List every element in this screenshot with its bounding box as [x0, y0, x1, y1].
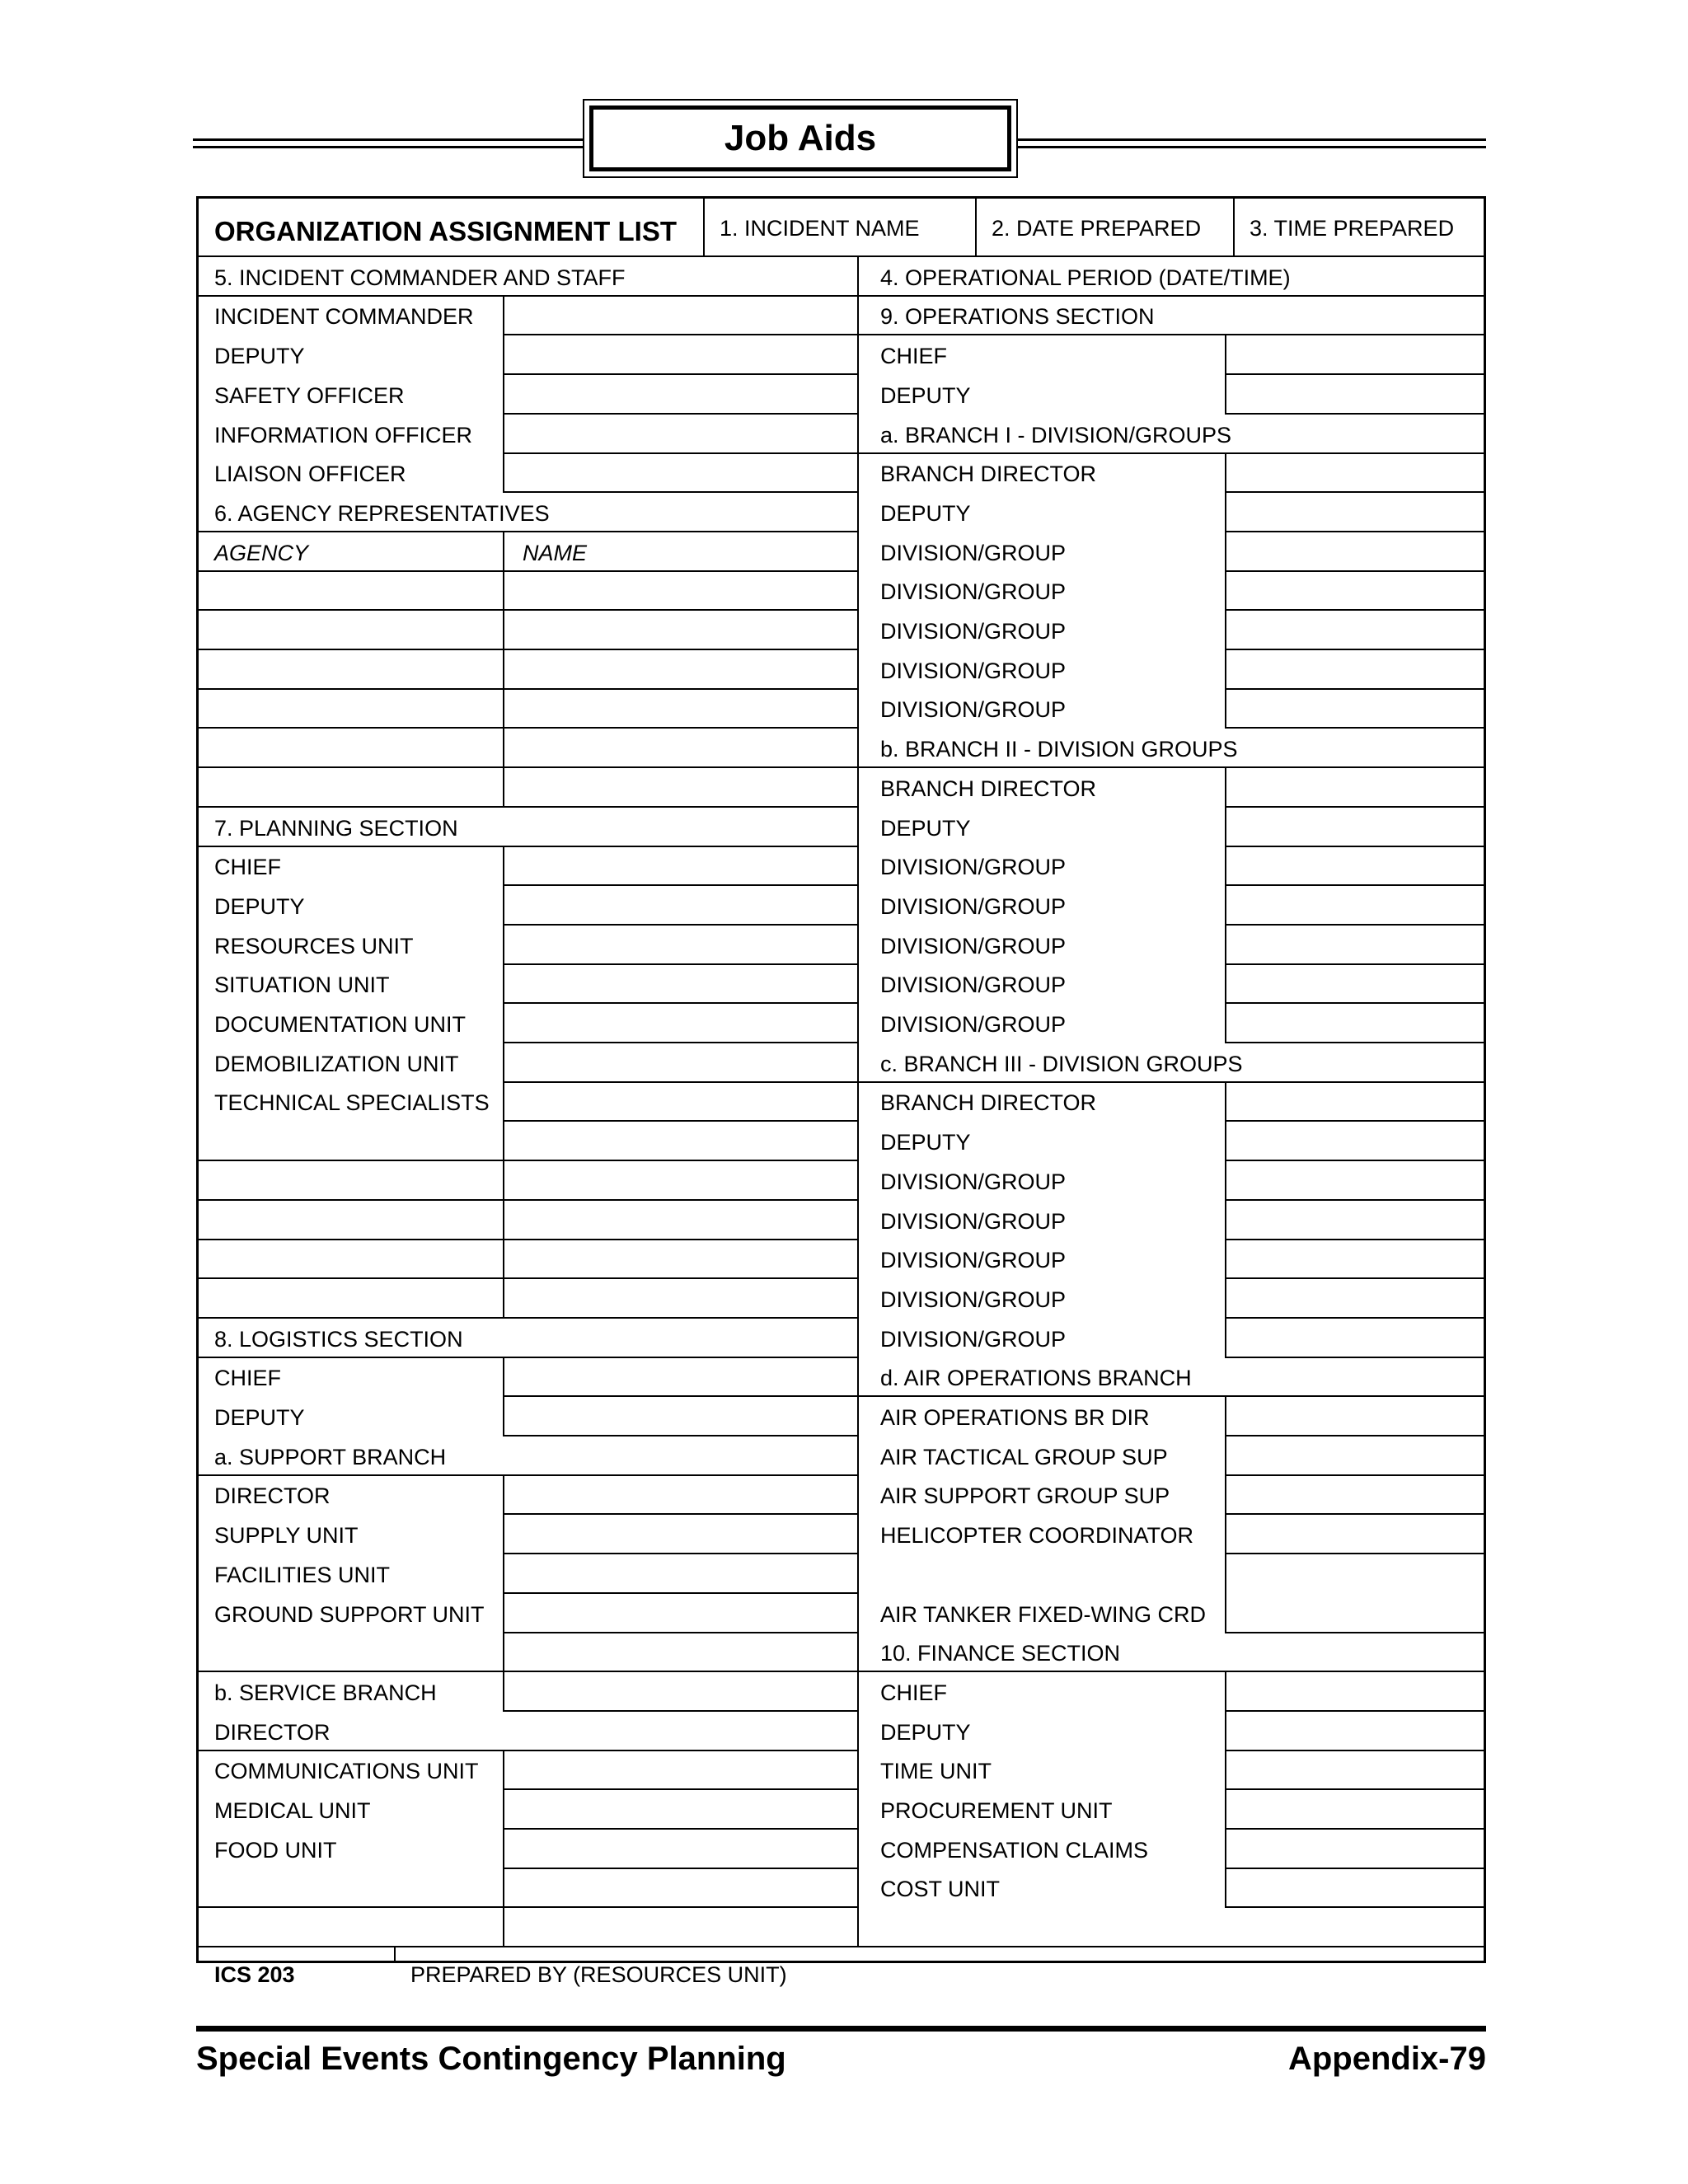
assignment-field[interactable] [1228, 1675, 1483, 1707]
value-line [503, 1042, 857, 1043]
left-value-divider [503, 1474, 504, 1710]
row-label: DEPUTY [880, 816, 971, 841]
blank-row-line [196, 688, 857, 690]
assignment-field[interactable] [506, 299, 854, 330]
row-label: DIVISION/GROUP [880, 579, 1067, 604]
assignment-field[interactable] [506, 1793, 854, 1825]
value-line [1225, 1239, 1486, 1240]
assignment-field[interactable] [506, 654, 854, 685]
assignment-field[interactable] [1228, 1322, 1483, 1353]
row-label: AIR TANKER FIXED-WING CRD [880, 1602, 1207, 1627]
value-line [503, 1081, 857, 1083]
assignment-field[interactable] [1228, 1479, 1483, 1510]
section-label: 9. OPERATIONS SECTION [880, 304, 1155, 329]
row-label: AIR TACTICAL GROUP SUP [880, 1445, 1168, 1469]
header-rule-left [193, 138, 584, 148]
footer-rule [196, 2026, 1486, 2032]
value-line [1225, 531, 1486, 532]
assignment-field[interactable] [506, 1125, 854, 1156]
section-label: 6. AGENCY REPRESENTATIVES [214, 501, 550, 526]
section-underline [196, 846, 857, 847]
assignment-field[interactable] [506, 418, 854, 449]
value-line [1225, 846, 1486, 847]
section-label: 5. INCIDENT COMMANDER AND STAFF [214, 265, 626, 290]
row-label: CHIEF [214, 1366, 281, 1390]
prepared-by-label: PREPARED BY (RESOURCES UNIT) [410, 1962, 787, 1987]
assignment-field[interactable] [1228, 457, 1483, 488]
assignment-field[interactable] [1228, 339, 1483, 370]
value-line [1225, 1710, 1486, 1712]
row-label: BRANCH DIRECTOR [880, 1090, 1097, 1115]
page-title-box [583, 99, 1018, 178]
right-value-divider [1225, 334, 1226, 413]
assignment-field[interactable] [1228, 1204, 1483, 1235]
value-line [1225, 1906, 1486, 1908]
value-line [1225, 1474, 1486, 1476]
assignment-field[interactable] [1228, 1597, 1483, 1629]
section-label: 7. PLANNING SECTION [214, 816, 458, 841]
page-title: Job Aids [589, 105, 1011, 171]
blank-row-line [196, 1906, 857, 1908]
assignment-field[interactable] [506, 1361, 854, 1392]
left-value-divider [503, 295, 504, 491]
value-line [1225, 727, 1486, 729]
assignment-field[interactable] [506, 1636, 854, 1667]
value-line [1225, 1002, 1486, 1004]
assignment-field[interactable] [506, 1282, 854, 1314]
assignment-field[interactable] [506, 614, 854, 645]
section-underline [857, 766, 1486, 768]
row-label: DEPUTY [214, 344, 305, 368]
left-value-divider [503, 1357, 504, 1435]
section-underline [857, 334, 1486, 335]
row-label: SITUATION UNIT [214, 972, 390, 997]
value-line [503, 491, 857, 493]
value-line [1225, 1868, 1486, 1869]
form-footer-divider [394, 1946, 396, 1963]
assignment-field[interactable] [506, 732, 854, 763]
row-label: BRANCH DIRECTOR [880, 776, 1097, 801]
assignment-field[interactable] [506, 929, 854, 960]
value-line [503, 1395, 857, 1397]
right-value-divider [1225, 1395, 1226, 1632]
value-line [503, 1632, 857, 1633]
value-line [1225, 688, 1486, 690]
assignment-field[interactable] [1228, 968, 1483, 999]
assignment-field[interactable] [506, 1204, 854, 1235]
assignment-field[interactable] [506, 968, 854, 999]
assignment-field[interactable] [506, 1085, 854, 1117]
section-underline [196, 1357, 857, 1358]
row-label: TIME UNIT [880, 1759, 992, 1783]
row-label: DEPUTY [880, 501, 971, 526]
section-underline [196, 1474, 857, 1476]
value-line [1225, 1788, 1486, 1790]
assignment-field[interactable] [506, 1833, 854, 1864]
blank-row-line [196, 1671, 857, 1672]
value-line [503, 1120, 857, 1122]
value-line [1225, 963, 1486, 965]
header-bottom-line [196, 255, 1486, 257]
assignment-field[interactable] [1228, 1440, 1483, 1471]
section-underline [857, 1671, 1486, 1672]
value-line [1225, 1513, 1486, 1515]
right-value-divider [1225, 1081, 1226, 1357]
form-id: ICS 203 [214, 1962, 295, 1987]
value-line [503, 452, 857, 454]
row-label: INFORMATION OFFICER [214, 423, 472, 448]
row-label: GROUND SUPPORT UNIT [214, 1602, 485, 1627]
value-line [1225, 1277, 1486, 1279]
row-label: DIVISION/GROUP [880, 1012, 1067, 1037]
value-line [503, 963, 857, 965]
row-label: DEMOBILIZATION UNIT [214, 1052, 459, 1076]
row-label: COMMUNICATIONS UNIT [214, 1759, 479, 1783]
assignment-field[interactable] [506, 889, 854, 921]
value-line [1225, 1042, 1486, 1043]
value-line [1225, 806, 1486, 808]
row-label: AIR OPERATIONS BR DIR [880, 1405, 1150, 1430]
row-label: DIVISION/GROUP [880, 1327, 1067, 1352]
blank-row-line [196, 1199, 857, 1201]
assignment-field[interactable] [506, 378, 854, 410]
section-label: d. AIR OPERATIONS BRANCH [880, 1366, 1192, 1390]
left-value-divider [503, 846, 504, 1317]
row-label: BRANCH DIRECTOR [880, 462, 1097, 486]
row-label: TECHNICAL SPECIALISTS [214, 1090, 490, 1115]
form-footer-line [196, 1946, 1486, 1947]
section-underline [196, 531, 857, 532]
left-value-divider [503, 531, 504, 806]
row-label: LIAISON OFFICER [214, 462, 406, 486]
assignment-field[interactable] [1228, 1518, 1483, 1549]
row-label: RESOURCES UNIT [214, 934, 414, 958]
row-label: DIVISION/GROUP [880, 855, 1067, 879]
assignment-field[interactable] [1228, 1715, 1483, 1746]
row-label: DEPUTY [880, 383, 971, 408]
assignment-field[interactable] [1228, 496, 1483, 527]
value-line [503, 1828, 857, 1830]
value-line [503, 1710, 857, 1712]
row-label: PROCUREMENT UNIT [880, 1798, 1113, 1823]
row-label: FACILITIES UNIT [214, 1563, 391, 1587]
section-label: 8. LOGISTICS SECTION [214, 1327, 463, 1352]
header-divider [975, 196, 977, 255]
date-prepared-label: 2. DATE PREPARED [992, 216, 1202, 241]
row-label: DIRECTOR [214, 1483, 331, 1508]
row-label: DIVISION/GROUP [880, 658, 1067, 683]
agency-header-underline [196, 570, 857, 572]
value-line [1225, 1828, 1486, 1830]
blank-row-line [196, 727, 857, 729]
value-line [1225, 884, 1486, 886]
assignment-field[interactable] [1228, 1243, 1483, 1274]
blank-row-line [196, 1277, 857, 1279]
value-line [1225, 1160, 1486, 1161]
center-divider [857, 255, 859, 1946]
assignment-field[interactable] [1228, 1754, 1483, 1785]
assignment-field[interactable] [1228, 811, 1483, 842]
row-label: CHIEF [880, 344, 947, 368]
value-line [503, 884, 857, 886]
value-line [1225, 570, 1486, 572]
assignment-field[interactable] [506, 771, 854, 803]
value-line [1225, 1357, 1486, 1358]
header-divider [1233, 196, 1235, 255]
form-title: ORGANIZATION ASSIGNMENT LIST [214, 216, 677, 246]
value-line [503, 1435, 857, 1436]
row-label: DIVISION/GROUP [880, 934, 1067, 958]
section-label: c. BRANCH III - DIVISION GROUPS [880, 1052, 1243, 1076]
row-label: DIVISION/GROUP [880, 1169, 1067, 1194]
value-line [1225, 609, 1486, 611]
assignment-field[interactable] [506, 1007, 854, 1038]
assignment-field[interactable] [506, 850, 854, 881]
value-line [503, 1788, 857, 1790]
blank-row-line [196, 649, 857, 650]
assignment-field[interactable] [1228, 378, 1483, 410]
row-label: COMPENSATION CLAIMS [880, 1838, 1149, 1863]
value-line [1225, 1120, 1486, 1122]
blank-row-line [196, 609, 857, 611]
row-label: DEPUTY [880, 1720, 971, 1745]
value-line [1225, 1553, 1486, 1554]
row-label: b. SERVICE BRANCH [214, 1680, 437, 1705]
assignment-field[interactable] [1228, 574, 1483, 606]
assignment-field[interactable] [1228, 929, 1483, 960]
row-label: DIVISION/GROUP [880, 1287, 1067, 1312]
right-value-divider [1225, 452, 1226, 727]
section-underline [857, 452, 1486, 454]
assignment-field[interactable] [506, 1518, 854, 1549]
value-line [1225, 1750, 1486, 1751]
assignment-field[interactable] [1228, 1400, 1483, 1432]
value-line [503, 413, 857, 415]
row-label: DOCUMENTATION UNIT [214, 1012, 466, 1037]
assignment-field[interactable] [506, 1047, 854, 1078]
section-underline [857, 295, 1486, 297]
row-label: DIVISION/GROUP [880, 697, 1067, 722]
section-label: a. SUPPORT BRANCH [214, 1445, 447, 1469]
assignment-field[interactable] [1228, 654, 1483, 685]
left-value-divider [503, 1750, 504, 1946]
section-underline [857, 1081, 1486, 1083]
assignment-field[interactable] [506, 1597, 854, 1629]
row-label: HELICOPTER COORDINATOR [880, 1523, 1194, 1548]
value-line [503, 1002, 857, 1004]
assignment-field[interactable] [506, 339, 854, 370]
assignment-field[interactable] [1228, 536, 1483, 567]
value-line [503, 373, 857, 375]
assignment-field[interactable] [1228, 889, 1483, 921]
name-column-header: NAME [523, 541, 588, 565]
row-label: DEPUTY [214, 894, 305, 919]
row-label: SUPPLY UNIT [214, 1523, 359, 1548]
assignment-field[interactable] [1228, 1007, 1483, 1038]
assignment-field[interactable] [1228, 1282, 1483, 1314]
row-label: DIVISION/GROUP [880, 894, 1067, 919]
header-rule-right [1017, 138, 1486, 148]
value-line [1225, 1632, 1486, 1633]
footer-title: Special Events Contingency Planning [196, 2041, 786, 2077]
row-label: DIVISION/GROUP [880, 541, 1067, 565]
section-label: b. BRANCH II - DIVISION GROUPS [880, 737, 1238, 762]
value-line [503, 1513, 857, 1515]
right-value-divider [1225, 766, 1226, 1042]
value-line [503, 1592, 857, 1594]
row-label: DIVISION/GROUP [880, 972, 1067, 997]
assignment-field[interactable] [1228, 1833, 1483, 1864]
assignment-field[interactable] [506, 1165, 854, 1196]
assignment-field[interactable] [506, 457, 854, 488]
assignment-field[interactable] [1228, 771, 1483, 803]
section-underline [857, 1395, 1486, 1397]
value-line [1225, 924, 1486, 926]
value-line [1225, 1199, 1486, 1201]
assignment-field[interactable] [1228, 1165, 1483, 1196]
row-label: FOOD UNIT [214, 1838, 337, 1863]
section-underline [196, 295, 857, 297]
row-label: DEPUTY [880, 1130, 971, 1155]
assignment-field[interactable] [506, 574, 854, 606]
value-line [1225, 373, 1486, 375]
section-label: 10. FINANCE SECTION [880, 1641, 1121, 1666]
value-line [503, 924, 857, 926]
assignment-field[interactable] [506, 1243, 854, 1274]
assignment-field[interactable] [1228, 1085, 1483, 1117]
assignment-field[interactable] [1228, 1125, 1483, 1156]
footer-page-number: Appendix-79 [1287, 2041, 1486, 2077]
section-label: DIRECTOR [214, 1720, 331, 1745]
value-line [1225, 649, 1486, 650]
assignment-field[interactable] [506, 1479, 854, 1510]
value-line [1225, 491, 1486, 493]
value-line [1225, 413, 1486, 415]
value-line [503, 1553, 857, 1554]
value-line [503, 334, 857, 335]
section-label: a. BRANCH I - DIVISION/GROUPS [880, 423, 1232, 448]
row-label: MEDICAL UNIT [214, 1798, 371, 1823]
row-label: CHIEF [214, 855, 281, 879]
blank-row-line [196, 1317, 857, 1319]
row-label: DIVISION/GROUP [880, 1248, 1067, 1272]
blank-row-line [196, 766, 857, 768]
section-underline [196, 1750, 857, 1751]
value-line [1225, 1317, 1486, 1319]
row-label: DEPUTY [214, 1405, 305, 1430]
assignment-field[interactable] [1228, 1872, 1483, 1903]
header-divider [703, 196, 705, 255]
row-label: DIVISION/GROUP [880, 1209, 1067, 1234]
assignment-field[interactable] [506, 1675, 854, 1707]
row-label: INCIDENT COMMANDER [214, 304, 474, 329]
value-line [503, 1868, 857, 1869]
assignment-field[interactable] [1228, 1793, 1483, 1825]
assignment-field[interactable] [506, 1754, 854, 1785]
assignment-field[interactable] [506, 1400, 854, 1432]
assignment-field[interactable] [1228, 692, 1483, 724]
assignment-field[interactable] [506, 1558, 854, 1589]
assignment-field[interactable] [506, 1872, 854, 1903]
row-label: DIVISION/GROUP [880, 619, 1067, 644]
assignment-field[interactable] [1228, 850, 1483, 881]
time-prepared-label: 3. TIME PREPARED [1250, 216, 1455, 241]
blank-row-line [196, 1239, 857, 1240]
row-label: AIR SUPPORT GROUP SUP [880, 1483, 1170, 1508]
agency-column-header: AGENCY [214, 541, 309, 565]
assignment-field[interactable] [506, 692, 854, 724]
section-label: 4. OPERATIONAL PERIOD (DATE/TIME) [880, 265, 1291, 290]
incident-name-label: 1. INCIDENT NAME [720, 216, 920, 241]
blank-row-line [196, 1160, 857, 1161]
assignment-field[interactable] [1228, 614, 1483, 645]
value-line [1225, 1435, 1486, 1436]
blank-row-line [196, 806, 857, 808]
row-label: CHIEF [880, 1680, 947, 1705]
row-label: COST UNIT [880, 1877, 1001, 1901]
row-label: SAFETY OFFICER [214, 383, 405, 408]
right-value-divider [1225, 1671, 1226, 1906]
